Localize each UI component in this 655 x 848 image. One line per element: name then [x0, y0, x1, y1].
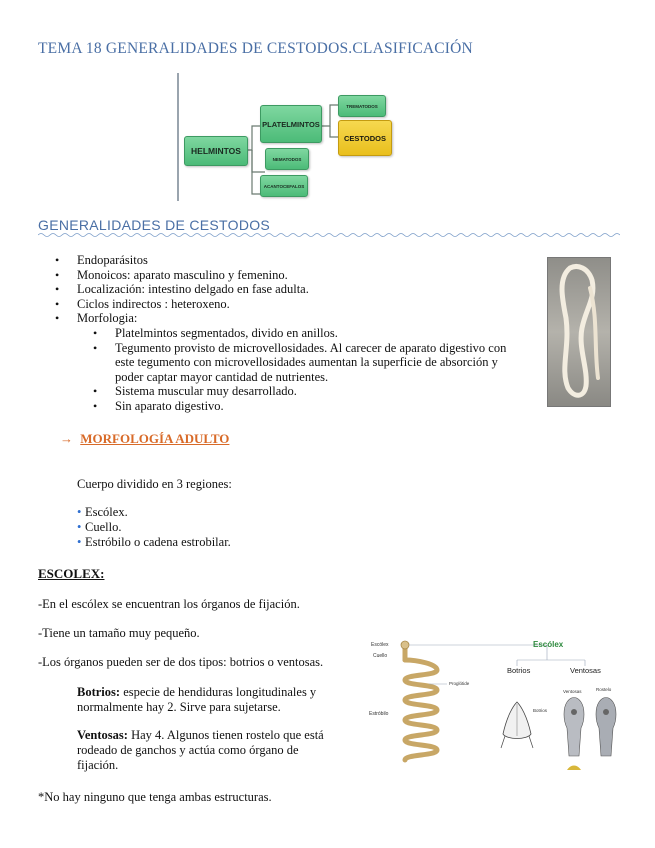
escolex-line-1: -En el escólex se encuentran los órganos de fijación. — [38, 597, 300, 611]
regiones-intro: Cuerpo dividido en 3 regiones: — [77, 477, 232, 491]
general-list — [77, 253, 527, 326]
list-item: • Platelmintos segmentados, divido en anillos. — [115, 326, 525, 341]
escolex-line-3: -Los órganos pueden ser de dos tipos: botrios o ventosas. — [38, 655, 324, 669]
list-item: • Sin aparato digestivo. — [115, 399, 525, 414]
escolex-figure-drawing — [367, 636, 617, 772]
botrios-text: especie de hendiduras longitudinales y normalmente hay 2. Sirve para sujetarse. — [77, 685, 317, 714]
figure-label-estrobilo: Estróbilo — [369, 711, 389, 717]
figure-label-botrios: Botrios — [507, 666, 531, 675]
diagram-trematodos: TREMATODOS — [338, 95, 386, 117]
list-item: • Tegumento provisto de microvellosidades. Al carecer de aparato digestivo con este tegumento con microvellosidades aumentan la superficie de absorción y poder captar mayor cantidad de nutrientes. — [115, 341, 525, 385]
diagram-divider — [177, 73, 179, 201]
figure-label-botrios-small: Botrios — [533, 708, 548, 713]
ventosas-label: Ventosas: — [77, 728, 128, 742]
wavy-underline — [38, 232, 620, 238]
tapeworm-photo — [547, 257, 611, 407]
list-item: • Localización: intestino delgado en fase adulta. — [77, 282, 527, 297]
figure-label-escolex: Escólex — [533, 640, 564, 649]
diagram-acantocefalos: ACANTOCEFALOS — [260, 175, 308, 197]
botrios-paragraph — [77, 685, 339, 715]
list-item: • Escólex. — [77, 505, 231, 520]
figure-label-escolex-small: Escólex — [371, 642, 389, 648]
list-item: • Ciclos indirectos : heteroxeno. — [77, 297, 527, 312]
list-item: • Morfologia: — [77, 311, 527, 326]
diagram-cestodos: CESTODOS — [338, 120, 392, 156]
list-item: • Sistema muscular muy desarrollado. — [115, 384, 525, 399]
escolex-note: *No hay ninguno que tenga ambas estructuras. — [38, 790, 272, 804]
figure-label-ventosas-small: Ventosas — [563, 689, 582, 694]
arrow-icon: → — [60, 431, 73, 446]
figure-label-rostelo: Rostelo — [596, 687, 612, 692]
morfologia-adulto-heading — [60, 431, 229, 447]
ventosas-text: Hay 4. Algunos tienen rostelo que está rodeado de ganchos y actúa como órgano de fijación. — [77, 728, 324, 772]
figure-label-cuello: Cuello — [373, 653, 388, 659]
botrios-label: Botrios: — [77, 685, 121, 699]
diagram-nematodos: NEMATODOS — [265, 148, 309, 170]
regions-list — [77, 505, 231, 550]
figure-label-proglotide: Proglótide — [449, 681, 470, 686]
escolex-line-2: -Tiene un tamaño muy pequeño. — [38, 626, 200, 640]
escolex-heading: ESCOLEX: — [38, 566, 105, 581]
ventosas-paragraph — [77, 728, 339, 773]
morfologia-adulto-label: MORFOLOGÍA ADULTO — [80, 431, 230, 446]
list-item: • Endoparásitos — [77, 253, 527, 268]
list-item: • Cuello. — [77, 520, 231, 535]
figure-label-ventosas: Ventosas — [570, 666, 601, 675]
page-title: TEMA 18 GENERALIDADES DE CESTODOS.CLASIFICACIÓN — [38, 40, 473, 57]
tapeworm-icon — [548, 258, 610, 406]
diagram-helmintos: HELMINTOS — [184, 136, 248, 166]
escolex-figure — [367, 636, 617, 772]
list-item: • Monoicos: aparato masculino y femenino. — [77, 268, 527, 283]
diagram-platelmintos: PLATELMINTOS — [260, 105, 322, 143]
list-item: • Estróbilo o cadena estrobilar. — [77, 535, 231, 550]
section-title: GENERALIDADES DE CESTODOS — [38, 217, 271, 233]
morfologia-list — [115, 326, 525, 414]
